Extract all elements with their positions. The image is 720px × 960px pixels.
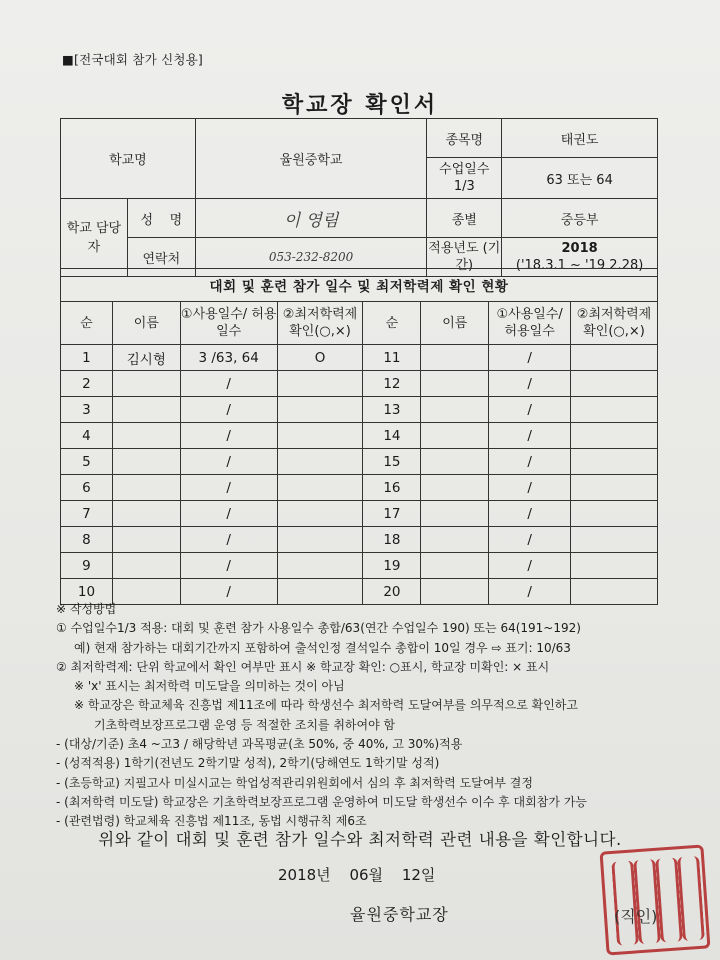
issue-date xyxy=(278,864,435,885)
athlete-name xyxy=(112,371,180,397)
event-label: 종목명 xyxy=(427,119,502,158)
days-used: / xyxy=(180,553,277,579)
athlete-name xyxy=(112,475,180,501)
days-used: / xyxy=(180,397,277,423)
academic-check-2 xyxy=(571,501,658,527)
table-row xyxy=(61,553,658,579)
academic-check-2 xyxy=(571,527,658,553)
athlete-name xyxy=(112,553,180,579)
table-row xyxy=(61,423,658,449)
row-number-2: 16 xyxy=(363,475,421,501)
days-used: 3 /63, 64 xyxy=(180,345,277,371)
academic-check xyxy=(277,449,363,475)
year-label: 적용년도 (기간) xyxy=(427,238,502,277)
date-year: 2018년 xyxy=(278,866,331,884)
table-row xyxy=(61,345,658,371)
athlete-name-2 xyxy=(421,423,489,449)
row-number: 1 xyxy=(61,345,113,371)
academic-check-2 xyxy=(571,345,658,371)
notes-heading: ※ 작성방법 xyxy=(56,602,117,616)
note-2: ② 최저학력제: 단위 학교에서 확인 여부만 표시 ※ 학교장 확인: ○표시, 학교장 미확인: × 표시 xyxy=(56,659,550,674)
athlete-name-2 xyxy=(421,553,489,579)
row-number-2: 15 xyxy=(363,449,421,475)
table-header-row xyxy=(61,302,658,345)
header-name-2: 이름 xyxy=(421,302,489,345)
detail-elementary: - (초등학교) 지필고사 미실시교는 학업성적관리위원회에서 심의 후 최저학력 도달여부 결정 xyxy=(56,775,533,790)
division-value: 중등부 xyxy=(502,199,658,238)
row-number: 5 xyxy=(61,449,113,475)
days-used-2: / xyxy=(489,371,571,397)
row-number-2: 19 xyxy=(363,553,421,579)
days-used: / xyxy=(180,449,277,475)
header-days-2: ①사용일수/ 허용일수 xyxy=(489,302,571,345)
table-row xyxy=(61,475,658,501)
athlete-name-2 xyxy=(421,475,489,501)
division-label: 종별 xyxy=(427,199,502,238)
seal-label: (직인) xyxy=(614,907,658,926)
days-used-2: / xyxy=(489,579,571,605)
days-used-2: / xyxy=(489,449,571,475)
row-number-2: 18 xyxy=(363,527,421,553)
days-used: / xyxy=(180,527,277,553)
athlete-name xyxy=(112,423,180,449)
note-2-law-cont: 기초학력보장프로그램 운영 등 적절한 조치를 취하여야 함 xyxy=(94,717,396,732)
note-1: ① 수업일수1/3 적용: 대회 및 훈련 참가 사용일수 총합/63(연간 수업일수 190) 또는 64(191~192) xyxy=(56,621,581,636)
row-number: 3 xyxy=(61,397,113,423)
academic-check-2 xyxy=(571,397,658,423)
header-name: 이름 xyxy=(112,302,180,345)
days-used-2: / xyxy=(489,527,571,553)
row-number: 6 xyxy=(61,475,113,501)
days-used: / xyxy=(180,501,277,527)
academic-check-2 xyxy=(571,475,658,501)
academic-check xyxy=(277,423,363,449)
days-used-2: / xyxy=(489,423,571,449)
academic-check xyxy=(277,553,363,579)
row-number-2: 12 xyxy=(363,371,421,397)
table-row xyxy=(61,527,658,553)
days-used: / xyxy=(180,579,277,605)
signer-title: 율원중학교장 xyxy=(350,905,449,924)
academic-check-2 xyxy=(571,449,658,475)
row-number: 4 xyxy=(61,423,113,449)
academic-check-2 xyxy=(571,423,658,449)
row-number: 9 xyxy=(61,553,113,579)
table-row xyxy=(61,371,658,397)
school-info-table xyxy=(60,118,658,277)
school-name-value: 율원중학교 xyxy=(195,119,427,199)
days-used: / xyxy=(180,371,277,397)
days-used-2: / xyxy=(489,501,571,527)
form-type-label: ■[전국대회 참가 신청용] xyxy=(62,52,203,67)
participation-table xyxy=(60,268,658,605)
table-caption: 대회 및 훈련 참가 일수 및 최저학력제 확인 현황 xyxy=(61,269,658,302)
detail-below-minimum: - (최저학력 미도달) 학교장은 기초학력보장프로그램 운영하여 미도달 학생선수 이수 후 대회참가 가능 xyxy=(56,794,587,809)
contact-value: 053-232-8200 xyxy=(195,238,427,277)
academic-check: O xyxy=(277,345,363,371)
row-number: 8 xyxy=(61,527,113,553)
row-number: 7 xyxy=(61,501,113,527)
class-days-label: 수업일수 1/3 xyxy=(427,158,502,199)
days-used-2: / xyxy=(489,475,571,501)
note-2-law: ※ 학교장은 학교체육 진흥법 제11조에 따라 학생선수 최저학력 도달여부를 의무적으로 확인하고 xyxy=(74,698,578,713)
detail-target: - (대상/기준) 초4 ~고3 / 해당학년 과목평균(초 50%, 중 40%, 고 30%)적용 xyxy=(56,737,463,752)
days-used-2: / xyxy=(489,553,571,579)
header-no-2: 순 xyxy=(363,302,421,345)
athlete-name-2 xyxy=(421,397,489,423)
academic-check xyxy=(277,501,363,527)
class-days-value: 63 또는 64 xyxy=(502,158,658,199)
school-name-label: 학교명 xyxy=(61,119,196,199)
athlete-name xyxy=(112,449,180,475)
event-value: 태권도 xyxy=(502,119,658,158)
academic-check xyxy=(277,527,363,553)
row-number-2: 11 xyxy=(363,345,421,371)
athlete-name-2 xyxy=(421,527,489,553)
table-row xyxy=(61,397,658,423)
academic-check-2 xyxy=(571,553,658,579)
header-academic-2: ②최저학력제 확인(○,×) xyxy=(571,302,658,345)
athlete-name: 김시형 xyxy=(112,345,180,371)
academic-check-2 xyxy=(571,371,658,397)
instructions xyxy=(56,600,676,832)
athlete-name xyxy=(112,397,180,423)
row-number: 10 xyxy=(61,579,113,605)
days-used: / xyxy=(180,475,277,501)
year-value: 2018 xyxy=(561,241,598,256)
row-number-2: 13 xyxy=(363,397,421,423)
row-number-2: 14 xyxy=(363,423,421,449)
row-number-2: 20 xyxy=(363,579,421,605)
days-used-2: / xyxy=(489,345,571,371)
note-2-remark: ※ 'x' 표시는 최저학력 미도달을 의미하는 것이 아님 xyxy=(74,679,345,694)
document-title: 학교장 확인서 xyxy=(281,93,439,118)
date-day: 12일 xyxy=(401,866,436,884)
header-academic: ②최저학력제 확인(○,×) xyxy=(277,302,363,345)
note-1-example: 예) 현재 참가하는 대회기간까지 포함하여 출석인정 결석일수 총합이 10일 경우 ⇨ 표기: 10/63 xyxy=(74,640,571,655)
header-no: 순 xyxy=(61,302,113,345)
academic-check xyxy=(277,371,363,397)
athlete-name-2 xyxy=(421,501,489,527)
athlete-name-2 xyxy=(421,449,489,475)
academic-check xyxy=(277,475,363,501)
date-month: 06월 xyxy=(349,866,384,884)
staff-name-value: 이 영림 xyxy=(195,199,427,238)
athlete-name xyxy=(112,527,180,553)
table-row xyxy=(61,501,658,527)
athlete-name xyxy=(112,501,180,527)
athlete-name-2 xyxy=(421,345,489,371)
school-seal-stamp xyxy=(599,844,710,955)
detail-related-law: - (관련법령) 학교체육 진흥법 제11조, 동법 시행규칙 제6조 xyxy=(56,814,367,829)
athlete-name-2 xyxy=(421,371,489,397)
detail-grades: - (성적적용) 1학기(전년도 2학기말 성적), 2학기(당해연도 1학기말 성적) xyxy=(56,756,440,771)
table-row xyxy=(61,449,658,475)
confirmation-statement: 위와 같이 대회 및 훈련 참가 일수와 최저학력 관련 내용을 확인합니다. xyxy=(98,830,622,849)
staff-label: 학교 담당자 xyxy=(61,199,128,277)
days-used-2: / xyxy=(489,397,571,423)
days-used: / xyxy=(180,423,277,449)
staff-name-label: 성 명 xyxy=(127,199,195,238)
contact-label: 연락처 xyxy=(127,238,195,277)
academic-check xyxy=(277,397,363,423)
row-number-2: 17 xyxy=(363,501,421,527)
header-days: ①사용일수/ 허용일수 xyxy=(180,302,277,345)
period-value: ('18.3.1 ~ '19 2.28) xyxy=(515,258,644,273)
row-number: 2 xyxy=(61,371,113,397)
